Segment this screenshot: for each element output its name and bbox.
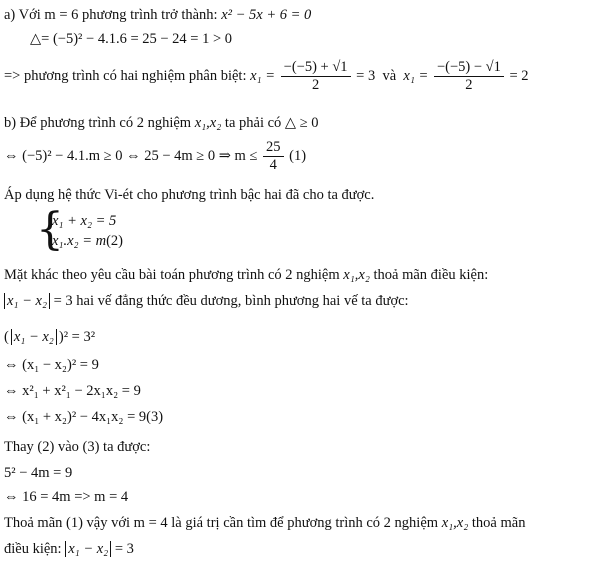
line-step1 [4,356,99,374]
line-vieta-intro [4,186,374,204]
roots-text: => phương trình có hai nghiệm phân biệt: [4,68,247,84]
line-discriminant [30,30,232,48]
root1-numerator: −(−5) + √1 [281,59,351,77]
condition-intro-text: Mặt khác theo yêu cầu bài toán phương trình có 2 nghiệm [4,267,340,283]
vieta-sum: x₁ + x₂ = 5 [52,213,117,229]
final-condition-text: điều kiện: [4,541,62,557]
conclusion-end: thoả mãn [471,515,526,531]
system-brace-icon: { [36,204,64,255]
root2-fraction [434,59,504,94]
inequality-numerator: 25 [263,139,284,157]
discriminant-text: △= (−5)² − 4.1.6 = 25 − 24 = 1 > 0 [30,31,233,47]
condition-vars: x₁,x₂ [343,267,370,283]
inequality-tag: (1) [289,148,307,164]
vieta-product: x₁.x₂ = m [52,233,107,249]
conclusion-vars: x₁,x₂ [441,515,469,531]
step2-text: ⇔ x²₁ + x²₁ − 2x₁x₂ = 9 [4,383,141,399]
step1-text: ⇔ (x₁ − x₂)² = 9 [4,357,99,373]
substitute-equation: 5² − 4m = 9 [4,465,73,481]
final-abs-difference: x₁ − x₂ [65,541,111,557]
root2-label: x₁ = [403,68,429,84]
line-vieta-product [52,232,123,250]
part-a-text: a) Với m = 6 phương trình trở thành: [4,7,218,23]
root1-label: x₁ = [250,68,276,84]
root1-denominator: 2 [311,77,320,94]
root2-denominator: 2 [465,77,473,94]
conjunction-text: và [382,68,397,84]
line-step3 [4,408,163,426]
line-squared: ( x₁ − x₂ )² = 3² [4,329,96,345]
line-result [4,488,128,506]
inequality-denominator: 4 [269,157,277,174]
root1-fraction [281,59,351,94]
condition-end-text: thoả mãn điều kiện: [373,267,489,283]
squared-abs-difference: x₁ − x₂ [11,329,57,345]
inequality-text: ⇔ (−5)² − 4.1.m ≥ 0 ⇔ 25 − 4m ≥ 0 ⇒ m ≤ [4,148,258,164]
line-conclusion [4,514,525,532]
vieta-tag: (2) [106,233,124,249]
root2-result: = 2 [509,68,529,84]
line-substitute [4,438,150,456]
line-inequality [4,138,306,174]
line-step2 [4,382,141,400]
part-b-condition: ta phải có △ ≥ 0 [224,115,319,131]
final-condition-value: = 3 [114,541,134,557]
part-b-text: b) Để phương trình có 2 nghiệm [4,115,192,131]
line-roots [4,58,529,94]
conclusion-text: Thoả mãn (1) vậy với m = 4 là giá trị cần tìm để phương trình có 2 nghiệm [4,515,439,531]
line-vieta-sum [52,212,116,230]
part-b-vars: x₁,x₂ [194,115,222,131]
line-final-condition [4,540,134,558]
part-a-equation: x² − 5x + 6 = 0 [221,7,312,23]
abs-condition-text: = 3 hai vế đẳng thức đều dương, bình phương hai vế ta được: [53,293,409,309]
substitute-text: Thay (2) vào (3) ta được: [4,439,151,455]
result-equation: ⇔ 16 = 4m => m = 4 [4,489,129,505]
line-part-b [4,114,319,132]
vieta-intro-text: Áp dụng hệ thức Vi-ét cho phương trình bậc hai đã cho ta được. [4,187,375,203]
line-condition-intro [4,266,488,284]
line-part-a [4,6,311,24]
root1-result: = 3 [356,68,376,84]
squared-rest: ² = 3² [63,329,96,345]
root2-numerator: −(−5) − √1 [434,59,504,77]
line-abs-condition [4,292,409,310]
abs-difference: x₁ − x₂ [4,293,50,309]
line-substitute-eq [4,464,72,482]
inequality-fraction [263,139,284,174]
step3-text: ⇔ (x₁ + x₂)² − 4x₁x₂ = 9(3) [4,409,164,425]
